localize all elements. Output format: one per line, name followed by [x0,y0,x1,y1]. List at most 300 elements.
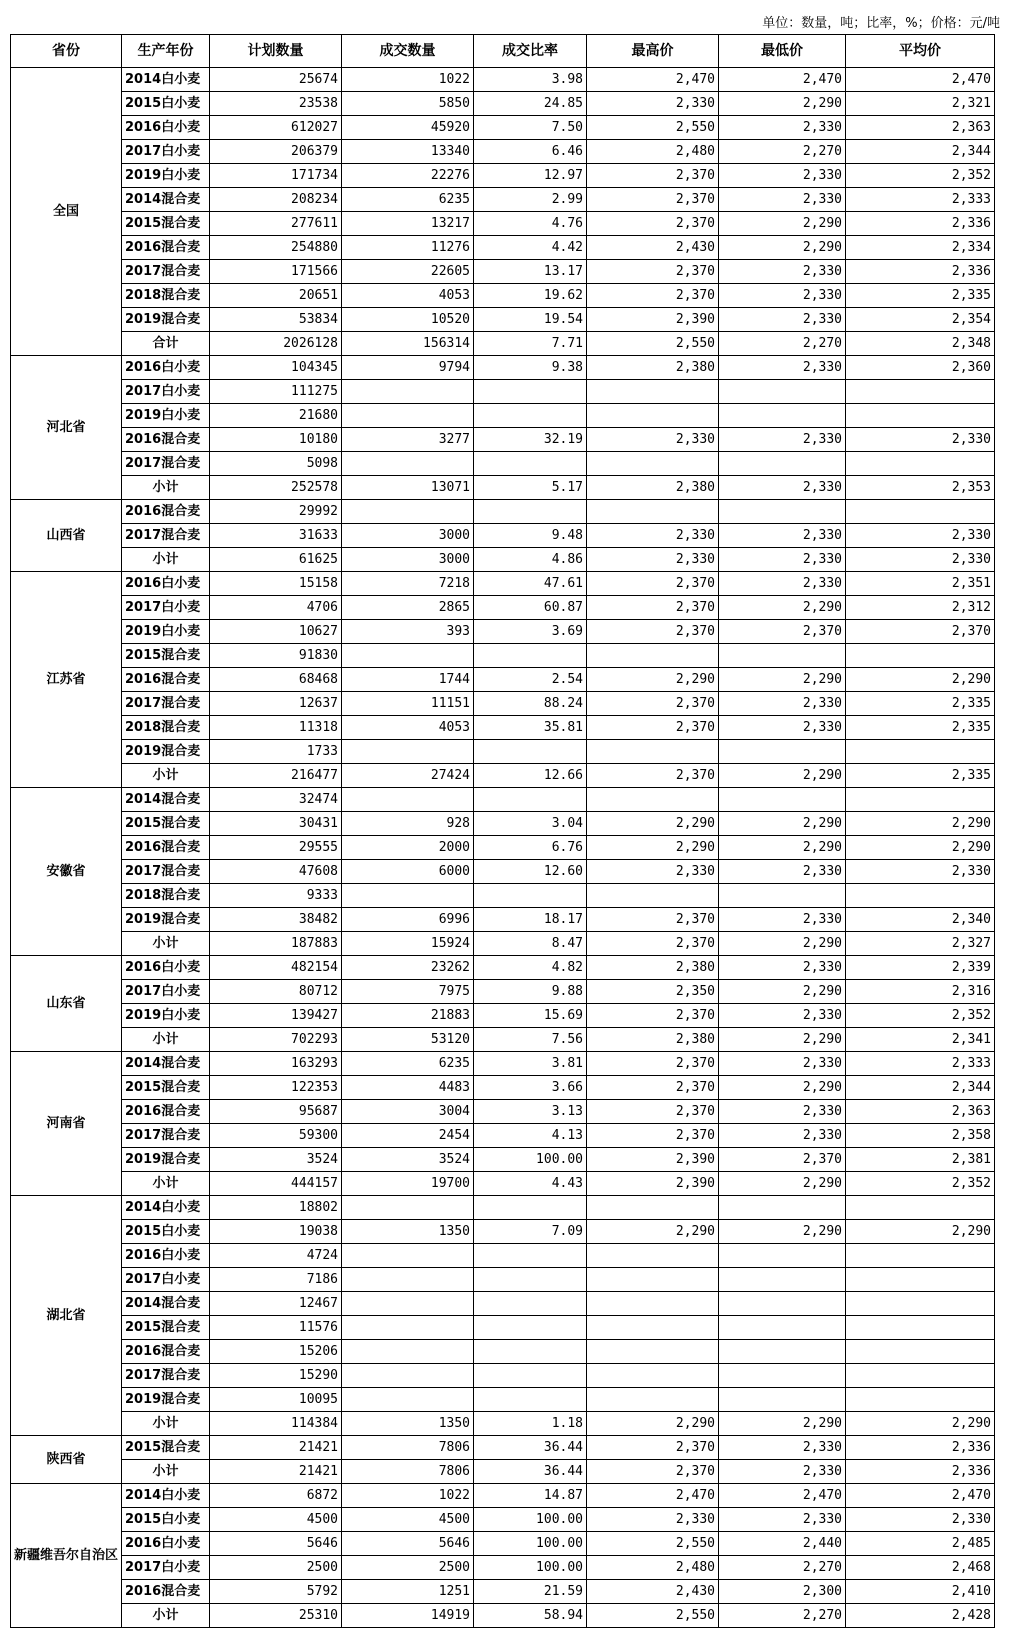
avg-price-cell: 2,333 [846,1052,995,1076]
year-variety-cell: 小计 [122,764,210,788]
avg-price-cell: 2,351 [846,572,995,596]
table-row [11,164,995,188]
unit-note: 单位：数量，吨；比率，%；价格：元/吨 [762,16,1000,31]
traded-qty-cell: 22276 [342,164,474,188]
planned-qty-cell: 5792 [210,1580,342,1604]
max-price-cell: 2,370 [587,284,719,308]
year-variety-cell: 2014白小麦 [122,1196,210,1220]
year-variety-cell: 2019白小麦 [122,1004,210,1028]
trade-ratio-cell: 4.76 [474,212,587,236]
max-price-cell: 2,550 [587,1604,719,1628]
min-price-cell [719,644,846,668]
trade-ratio-cell: 3.04 [474,812,587,836]
trade-ratio-cell: 9.38 [474,356,587,380]
planned-qty-cell: 21421 [210,1436,342,1460]
traded-qty-cell: 7218 [342,572,474,596]
max-price-cell: 2,380 [587,1028,719,1052]
min-price-cell [719,1244,846,1268]
year-variety-cell: 小计 [122,1412,210,1436]
traded-qty-cell: 1350 [342,1220,474,1244]
table-row [11,404,995,428]
year-variety-cell: 2017白小麦 [122,1556,210,1580]
table-row [11,188,995,212]
trade-ratio-cell: 100.00 [474,1532,587,1556]
traded-qty-cell: 23262 [342,956,474,980]
trade-ratio-cell: 4.13 [474,1124,587,1148]
min-price-cell: 2,330 [719,188,846,212]
avg-price-cell: 2,290 [846,668,995,692]
min-price-cell: 2,290 [719,1220,846,1244]
traded-qty-cell: 3524 [342,1148,474,1172]
min-price-cell [719,1196,846,1220]
traded-qty-cell: 3000 [342,524,474,548]
trade-ratio-cell: 9.88 [474,980,587,1004]
wheat-auction-table [10,34,995,1628]
avg-price-cell: 2,321 [846,92,995,116]
table-row [11,692,995,716]
planned-qty-cell: 91830 [210,644,342,668]
traded-qty-cell: 13340 [342,140,474,164]
min-price-cell [719,1316,846,1340]
year-variety-cell: 2016混合麦 [122,1100,210,1124]
planned-qty-cell: 104345 [210,356,342,380]
max-price-cell: 2,430 [587,1580,719,1604]
planned-qty-cell: 612027 [210,116,342,140]
trade-ratio-cell: 36.44 [474,1436,587,1460]
max-price-cell: 2,370 [587,1076,719,1100]
table-row [11,932,995,956]
table-row [11,260,995,284]
trade-ratio-cell: 14.87 [474,1484,587,1508]
planned-qty-cell: 11318 [210,716,342,740]
min-price-cell: 2,330 [719,1460,846,1484]
max-price-cell [587,644,719,668]
planned-qty-cell: 122353 [210,1076,342,1100]
min-price-cell: 2,290 [719,932,846,956]
province-cell: 新疆维吾尔自治区 [11,1484,122,1628]
trade-ratio-cell: 100.00 [474,1508,587,1532]
year-variety-cell: 2016白小麦 [122,572,210,596]
planned-qty-cell: 10095 [210,1388,342,1412]
planned-qty-cell: 21421 [210,1460,342,1484]
avg-price-cell: 2,336 [846,212,995,236]
avg-price-cell: 2,363 [846,1100,995,1124]
table-row [11,452,995,476]
table-row [11,1268,995,1292]
min-price-cell: 2,330 [719,692,846,716]
year-variety-cell: 2019混合麦 [122,308,210,332]
planned-qty-cell: 3524 [210,1148,342,1172]
province-cell: 湖北省 [11,1196,122,1436]
traded-qty-cell: 15924 [342,932,474,956]
planned-qty-cell: 29555 [210,836,342,860]
trade-ratio-cell: 58.94 [474,1604,587,1628]
max-price-cell [587,1196,719,1220]
trade-ratio-cell: 24.85 [474,92,587,116]
planned-qty-cell: 20651 [210,284,342,308]
avg-price-cell: 2,316 [846,980,995,1004]
trade-ratio-cell: 100.00 [474,1148,587,1172]
min-price-cell: 2,470 [719,1484,846,1508]
planned-qty-cell: 254880 [210,236,342,260]
avg-price-cell [846,644,995,668]
max-price-cell [587,884,719,908]
min-price-cell: 2,330 [719,1436,846,1460]
table-row [11,1148,995,1172]
min-price-cell: 2,370 [719,620,846,644]
min-price-cell: 2,290 [719,236,846,260]
min-price-cell: 2,290 [719,764,846,788]
table-row [11,1604,995,1628]
table-row [11,308,995,332]
max-price-cell: 2,290 [587,836,719,860]
min-price-cell: 2,270 [719,1556,846,1580]
max-price-cell: 2,380 [587,956,719,980]
year-variety-cell: 2015混合麦 [122,644,210,668]
max-price-cell [587,380,719,404]
table-row [11,596,995,620]
planned-qty-cell: 59300 [210,1124,342,1148]
traded-qty-cell [342,404,474,428]
planned-qty-cell: 4500 [210,1508,342,1532]
table-row [11,116,995,140]
min-price-cell: 2,330 [719,308,846,332]
planned-qty-cell: 15290 [210,1364,342,1388]
max-price-cell: 2,370 [587,1460,719,1484]
year-variety-cell: 2017混合麦 [122,860,210,884]
avg-price-cell: 2,381 [846,1148,995,1172]
planned-qty-cell: 29992 [210,500,342,524]
planned-qty-cell: 12467 [210,1292,342,1316]
trade-ratio-cell [474,884,587,908]
traded-qty-cell: 2454 [342,1124,474,1148]
traded-qty-cell: 1744 [342,668,474,692]
avg-price-cell: 2,352 [846,1004,995,1028]
avg-price-cell: 2,358 [846,1124,995,1148]
header-row [11,35,995,68]
avg-price-cell: 2,335 [846,284,995,308]
year-variety-cell: 2015混合麦 [122,1316,210,1340]
year-variety-cell: 2019混合麦 [122,1148,210,1172]
planned-qty-cell: 163293 [210,1052,342,1076]
min-price-cell: 2,300 [719,1580,846,1604]
max-price-cell: 2,550 [587,1532,719,1556]
max-price-cell: 2,330 [587,92,719,116]
min-price-cell: 2,330 [719,164,846,188]
planned-qty-cell: 61625 [210,548,342,572]
max-price-cell [587,1244,719,1268]
trade-ratio-cell: 4.43 [474,1172,587,1196]
table-row [11,908,995,932]
max-price-cell: 2,370 [587,716,719,740]
traded-qty-cell [342,1196,474,1220]
min-price-cell: 2,330 [719,428,846,452]
min-price-cell [719,740,846,764]
trade-ratio-cell: 47.61 [474,572,587,596]
table-row [11,572,995,596]
table-row [11,716,995,740]
avg-price-cell: 2,290 [846,836,995,860]
year-variety-cell: 2019白小麦 [122,164,210,188]
min-price-cell: 2,290 [719,1172,846,1196]
min-price-cell: 2,330 [719,524,846,548]
max-price-cell: 2,430 [587,236,719,260]
planned-qty-cell: 5098 [210,452,342,476]
traded-qty-cell: 3004 [342,1100,474,1124]
min-price-cell [719,884,846,908]
traded-qty-cell [342,740,474,764]
planned-qty-cell: 23538 [210,92,342,116]
min-price-cell: 2,330 [719,1508,846,1532]
year-variety-cell: 小计 [122,476,210,500]
table-row [11,1076,995,1100]
planned-qty-cell: 6872 [210,1484,342,1508]
max-price-cell: 2,290 [587,812,719,836]
traded-qty-cell [342,1292,474,1316]
avg-price-cell [846,1340,995,1364]
min-price-cell: 2,270 [719,332,846,356]
avg-price-cell [846,1292,995,1316]
table-row [11,1436,995,1460]
trade-ratio-cell: 7.56 [474,1028,587,1052]
table-row [11,860,995,884]
max-price-cell: 2,330 [587,524,719,548]
trade-ratio-cell: 12.97 [474,164,587,188]
table-body [11,68,995,1628]
year-variety-cell: 2017混合麦 [122,1124,210,1148]
table-row [11,980,995,1004]
table-row [11,356,995,380]
traded-qty-cell: 27424 [342,764,474,788]
trade-ratio-cell: 4.42 [474,236,587,260]
traded-qty-cell: 22605 [342,260,474,284]
trade-ratio-cell: 7.09 [474,1220,587,1244]
avg-price-cell: 2,290 [846,812,995,836]
trade-ratio-cell: 19.54 [474,308,587,332]
planned-qty-cell: 208234 [210,188,342,212]
traded-qty-cell [342,1268,474,1292]
trade-ratio-cell [474,1340,587,1364]
planned-qty-cell: 139427 [210,1004,342,1028]
planned-qty-cell: 68468 [210,668,342,692]
trade-ratio-cell: 6.46 [474,140,587,164]
avg-price-cell [846,500,995,524]
planned-qty-cell: 53834 [210,308,342,332]
year-variety-cell: 小计 [122,932,210,956]
planned-qty-cell: 4706 [210,596,342,620]
province-cell: 河北省 [11,356,122,500]
planned-qty-cell: 5646 [210,1532,342,1556]
table-row [11,140,995,164]
trade-ratio-cell: 3.69 [474,620,587,644]
trade-ratio-cell [474,1244,587,1268]
year-variety-cell: 2016白小麦 [122,1244,210,1268]
year-variety-cell: 2017混合麦 [122,524,210,548]
avg-price-cell [846,1268,995,1292]
trade-ratio-cell [474,1196,587,1220]
table-row [11,1244,995,1268]
trade-ratio-cell: 32.19 [474,428,587,452]
max-price-cell: 2,370 [587,260,719,284]
avg-price-cell: 2,340 [846,908,995,932]
min-price-cell: 2,330 [719,356,846,380]
min-price-cell [719,788,846,812]
avg-price-cell: 2,330 [846,1508,995,1532]
trade-ratio-cell: 36.44 [474,1460,587,1484]
trade-ratio-cell: 4.82 [474,956,587,980]
max-price-cell: 2,390 [587,308,719,332]
min-price-cell: 2,330 [719,572,846,596]
avg-price-cell: 2,335 [846,764,995,788]
table-row [11,1556,995,1580]
min-price-cell: 2,290 [719,596,846,620]
planned-qty-cell: 19038 [210,1220,342,1244]
avg-price-cell: 2,335 [846,716,995,740]
trade-ratio-cell: 100.00 [474,1556,587,1580]
planned-qty-cell: 10627 [210,620,342,644]
traded-qty-cell [342,1364,474,1388]
planned-qty-cell: 11576 [210,1316,342,1340]
traded-qty-cell: 11276 [342,236,474,260]
avg-price-cell: 2,352 [846,164,995,188]
avg-price-cell: 2,330 [846,548,995,572]
planned-qty-cell: 252578 [210,476,342,500]
year-variety-cell: 2019白小麦 [122,620,210,644]
table-row [11,1532,995,1556]
trade-ratio-cell: 9.48 [474,524,587,548]
max-price-cell: 2,550 [587,332,719,356]
planned-qty-cell: 111275 [210,380,342,404]
year-variety-cell: 2016混合麦 [122,428,210,452]
avg-price-cell: 2,290 [846,1412,995,1436]
max-price-cell: 2,380 [587,356,719,380]
year-variety-cell: 2014混合麦 [122,188,210,212]
avg-price-cell [846,1244,995,1268]
planned-qty-cell: 171566 [210,260,342,284]
traded-qty-cell [342,500,474,524]
year-variety-cell: 2018混合麦 [122,716,210,740]
traded-qty-cell: 5646 [342,1532,474,1556]
traded-qty-cell: 19700 [342,1172,474,1196]
traded-qty-cell: 53120 [342,1028,474,1052]
year-variety-cell: 2015混合麦 [122,1076,210,1100]
max-price-cell [587,1388,719,1412]
min-price-cell: 2,330 [719,116,846,140]
traded-qty-cell: 1251 [342,1580,474,1604]
min-price-cell: 2,440 [719,1532,846,1556]
province-cell: 山西省 [11,500,122,572]
max-price-cell: 2,370 [587,692,719,716]
trade-ratio-cell: 7.50 [474,116,587,140]
max-price-cell: 2,470 [587,1484,719,1508]
planned-qty-cell: 444157 [210,1172,342,1196]
avg-price-cell: 2,353 [846,476,995,500]
min-price-cell [719,452,846,476]
year-variety-cell: 2017白小麦 [122,596,210,620]
table-row [11,1340,995,1364]
year-variety-cell: 2015混合麦 [122,812,210,836]
traded-qty-cell: 7806 [342,1436,474,1460]
avg-price-cell: 2,336 [846,260,995,284]
table-row [11,836,995,860]
year-variety-cell: 2015混合麦 [122,212,210,236]
traded-qty-cell: 1022 [342,68,474,92]
year-variety-cell: 2016白小麦 [122,956,210,980]
avg-price-cell: 2,330 [846,428,995,452]
max-price-cell: 2,370 [587,164,719,188]
table-row [11,500,995,524]
min-price-cell: 2,330 [719,548,846,572]
min-price-cell: 2,330 [719,284,846,308]
max-price-cell: 2,330 [587,860,719,884]
header-avg-price: 平均价 [846,35,995,68]
max-price-cell: 2,370 [587,212,719,236]
traded-qty-cell: 3000 [342,548,474,572]
traded-qty-cell: 3277 [342,428,474,452]
traded-qty-cell: 10520 [342,308,474,332]
planned-qty-cell: 482154 [210,956,342,980]
max-price-cell [587,788,719,812]
planned-qty-cell: 2500 [210,1556,342,1580]
avg-price-cell: 2,352 [846,1172,995,1196]
table-row [11,428,995,452]
table-row [11,764,995,788]
year-variety-cell: 2017混合麦 [122,260,210,284]
min-price-cell: 2,370 [719,1148,846,1172]
min-price-cell [719,500,846,524]
min-price-cell: 2,290 [719,92,846,116]
traded-qty-cell: 4500 [342,1508,474,1532]
table-row [11,1364,995,1388]
min-price-cell: 2,330 [719,1124,846,1148]
traded-qty-cell: 6235 [342,188,474,212]
min-price-cell [719,1388,846,1412]
table-row [11,1100,995,1124]
min-price-cell: 2,330 [719,1052,846,1076]
traded-qty-cell: 45920 [342,116,474,140]
planned-qty-cell: 277611 [210,212,342,236]
trade-ratio-cell: 12.60 [474,860,587,884]
trade-ratio-cell: 19.62 [474,284,587,308]
avg-price-cell: 2,333 [846,188,995,212]
table-row [11,1124,995,1148]
avg-price-cell [846,884,995,908]
min-price-cell: 2,330 [719,260,846,284]
traded-qty-cell: 5850 [342,92,474,116]
traded-qty-cell: 4053 [342,716,474,740]
table-row [11,1004,995,1028]
traded-qty-cell: 11151 [342,692,474,716]
year-variety-cell: 2015白小麦 [122,92,210,116]
avg-price-cell: 2,327 [846,932,995,956]
table-row [11,92,995,116]
max-price-cell: 2,370 [587,932,719,956]
year-variety-cell: 2016白小麦 [122,1532,210,1556]
trade-ratio-cell: 1.18 [474,1412,587,1436]
header-province: 省份 [11,35,122,68]
avg-price-cell: 2,330 [846,524,995,548]
max-price-cell [587,404,719,428]
max-price-cell: 2,390 [587,1172,719,1196]
traded-qty-cell [342,1316,474,1340]
province-cell: 陕西省 [11,1436,122,1484]
min-price-cell: 2,330 [719,716,846,740]
max-price-cell: 2,480 [587,1556,719,1580]
min-price-cell: 2,290 [719,1412,846,1436]
traded-qty-cell: 4053 [342,284,474,308]
planned-qty-cell: 206379 [210,140,342,164]
table-row [11,1388,995,1412]
